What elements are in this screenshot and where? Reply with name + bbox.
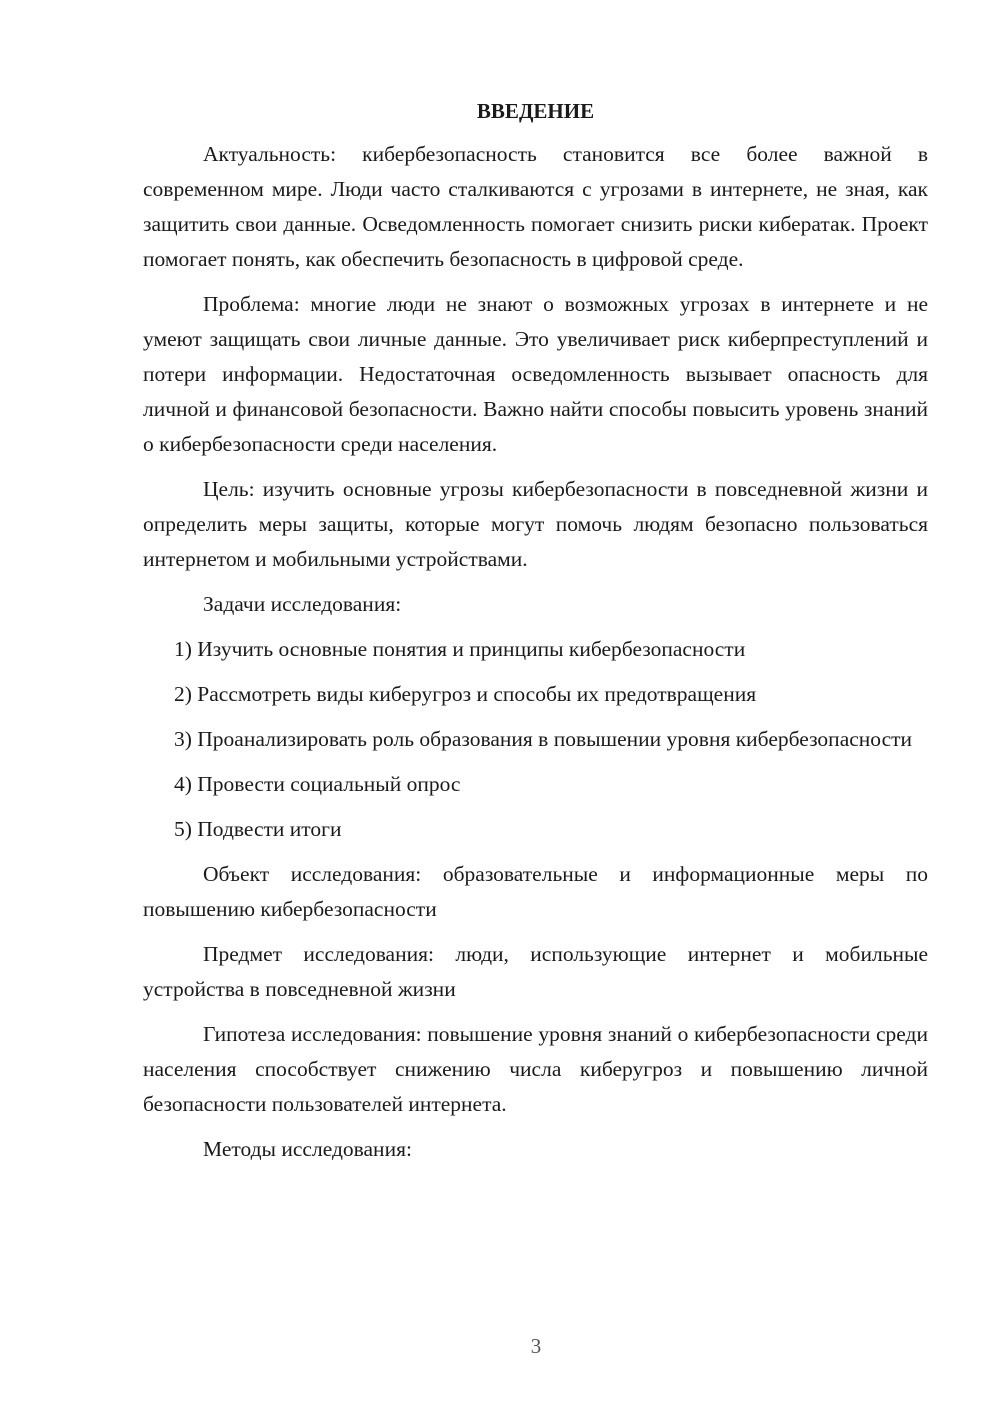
problem-paragraph: Проблема: многие люди не знают о возможных угрозах в интернете и не умеют защищать свои личные данные. Это увеличивает риск киберпреступлений и потери информации. Недостаточная осведомленность вызывает опасность для личной и финансовой безопасности. Важно найти способы повысить уровень знаний о кибербезопасности среди населения. xyxy=(143,292,928,456)
page-number: 3 xyxy=(530,1334,542,1358)
hypothesis-paragraph: Гипотеза исследования: повышение уровня знаний о кибербезопасности среди населения способствует снижению числа киберугроз и повышению личной безопасности пользователей интернета. xyxy=(143,1022,928,1116)
list-item: 1) Изучить основные понятия и принципы кибербезопасности xyxy=(174,637,746,661)
relevance-paragraph: Актуальность: кибербезопасность становится все более важной в современном мире. Люди часто сталкиваются с угрозами в интернете, не зная, как защитить свои данные. Осведомленность помогает снизить риски кибератак. Проект помогает понять, как обеспечить безопасность в цифровой среде. xyxy=(143,142,928,271)
tasks-list xyxy=(143,632,928,847)
list-item: 3) Проанализировать роль образования в повышении уровня кибербезопасности xyxy=(174,727,913,751)
subject-paragraph: Предмет исследования: люди, использующие интернет и мобильные устройства в повседневной жизни xyxy=(143,942,928,1001)
goal-paragraph: Цель: изучить основные угрозы кибербезопасности в повседневной жизни и определить меры защиты, которые могут помочь людям безопасно пользоваться интернетом и мобильными устройствами. xyxy=(143,477,928,571)
list-item: 2) Рассмотреть виды киберугроз и способы их предотвращения xyxy=(174,682,757,706)
section-title: ВВЕДЕНИЕ xyxy=(476,99,595,123)
list-item: 5) Подвести итоги xyxy=(174,817,342,841)
tasks-label: Задачи исследования: xyxy=(203,592,402,616)
document-page xyxy=(143,97,928,1177)
list-item: 4) Провести социальный опрос xyxy=(174,772,461,796)
methods-label: Методы исследования: xyxy=(203,1137,412,1161)
object-paragraph: Объект исследования: образовательные и информационные меры по повышению кибербезопасности xyxy=(143,862,928,921)
